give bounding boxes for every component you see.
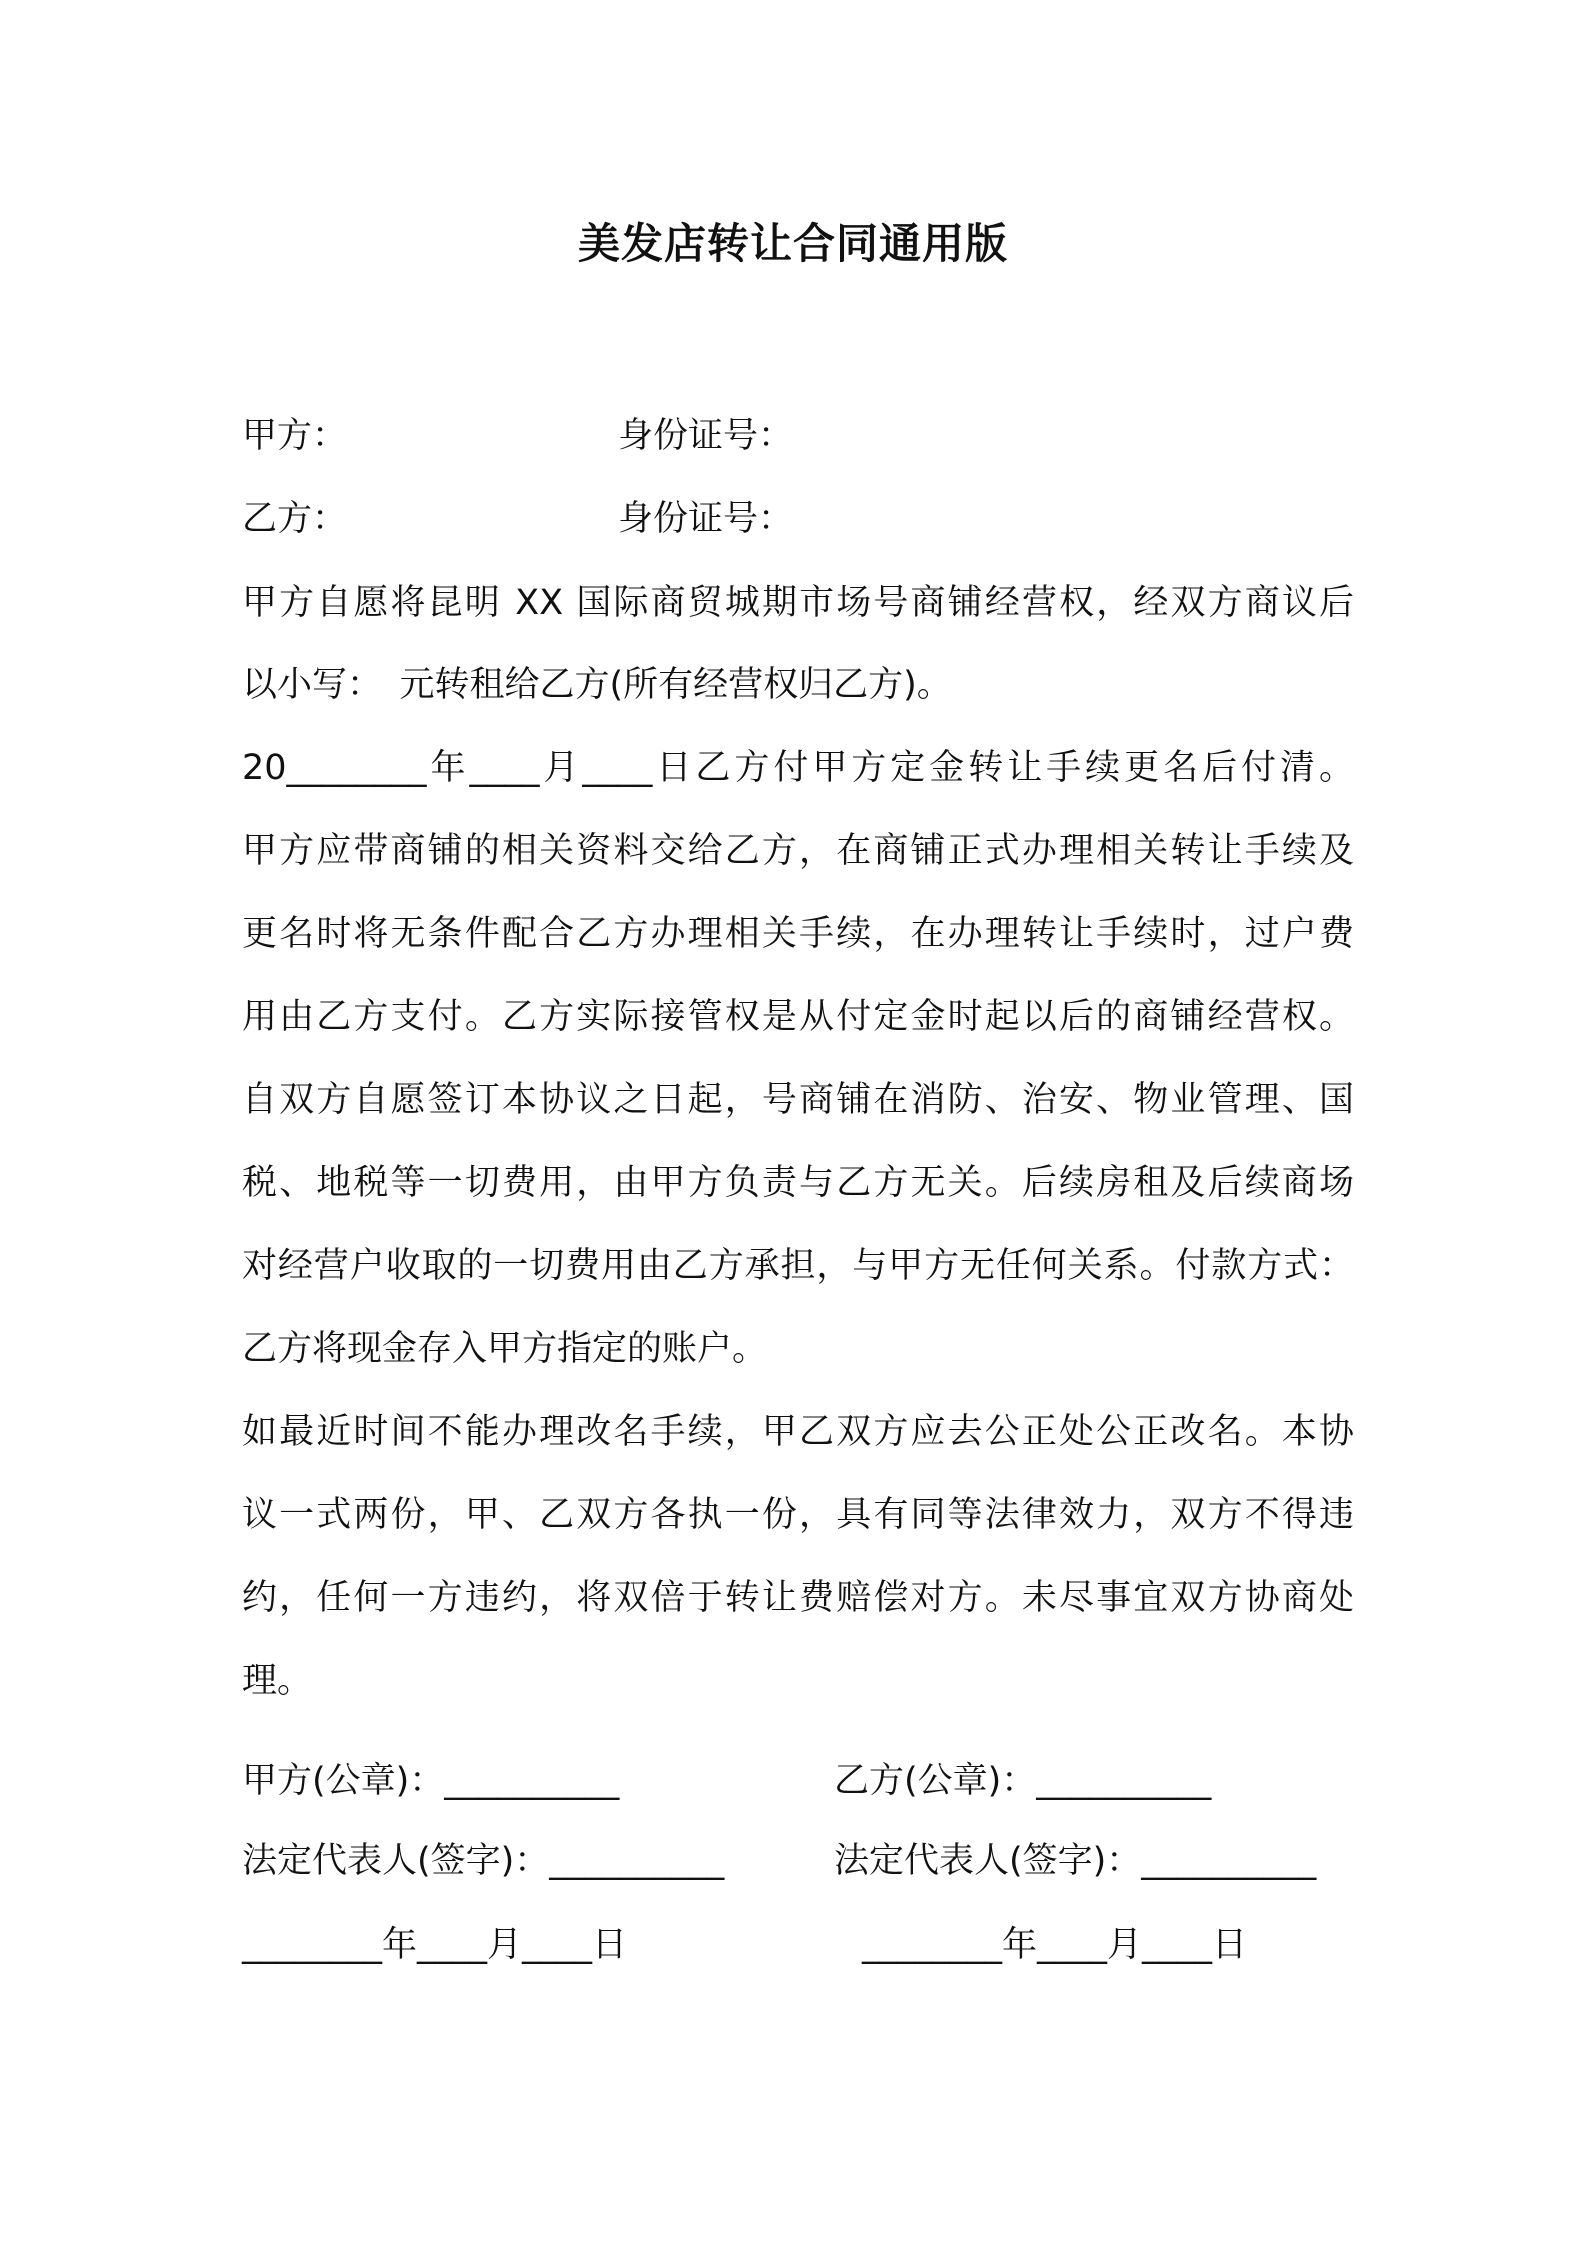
paragraph-line: 甲方自愿将昆明 XX 国际商贸城期市场号商铺经营权，经双方商议后 [242, 583, 1354, 623]
paragraph-line: 如最近时间不能办理改名手续，甲乙双方应去公正处公正改名。本协 [242, 1412, 1354, 1452]
paragraph-line: 20________年____月____日乙方付甲方定金转让手续更名后付清。 [242, 748, 1354, 788]
paragraph-line: 理。 [242, 1661, 313, 1701]
party-a-label: 甲方： [242, 416, 348, 456]
paragraph-line: 自双方自愿签订本协议之日起，号商铺在消防、治安、物业管理、国 [242, 1080, 1354, 1120]
party-a-date: ________年____月____日 [242, 1925, 628, 1965]
party-b-id-label: 身份证号： [618, 499, 794, 539]
paragraph-line: 约，任何一方违约，将双倍于转让费赔偿对方。未尽事宜双方协商处 [242, 1578, 1354, 1618]
paragraph-line: 乙方将现金存入甲方指定的账户。 [242, 1329, 768, 1369]
paragraph-line: 用由乙方支付。乙方实际接管权是从付定金时起以后的商铺经营权。 [242, 997, 1354, 1037]
paragraph-line: 议一式两份，甲、乙双方各执一份，具有同等法律效力，双方不得违 [242, 1495, 1354, 1535]
paragraph-line: 甲方应带商铺的相关资料交给乙方，在商铺正式办理相关转让手续及 [242, 831, 1354, 871]
paragraph-line: 以小写： 元转租给乙方(所有经营权归乙方)。 [242, 665, 952, 705]
party-b-seal: 乙方(公章)：__________ [834, 1761, 1212, 1801]
party-b-date: ________年____月____日 [862, 1925, 1248, 1965]
party-a-seal: 甲方(公章)：__________ [242, 1761, 620, 1801]
paragraph-line: 更名时将无条件配合乙方办理相关手续，在办理转让手续时，过户费 [242, 914, 1354, 954]
document-title: 美发店转让合同通用版 [577, 219, 1008, 268]
paragraph-line: 税、地税等一切费用，由甲方负责与乙方无关。后续房租及后续商场 [242, 1163, 1354, 1203]
party-b-label: 乙方： [242, 499, 348, 539]
paragraph-line: 对经营户收取的一切费用由乙方承担，与甲方无任何关系。付款方式： [242, 1246, 1354, 1286]
party-a-id-label: 身份证号： [618, 416, 794, 456]
party-a-representative: 法定代表人(签字)：__________ [242, 1841, 725, 1881]
party-b-representative: 法定代表人(签字)：__________ [834, 1841, 1317, 1881]
